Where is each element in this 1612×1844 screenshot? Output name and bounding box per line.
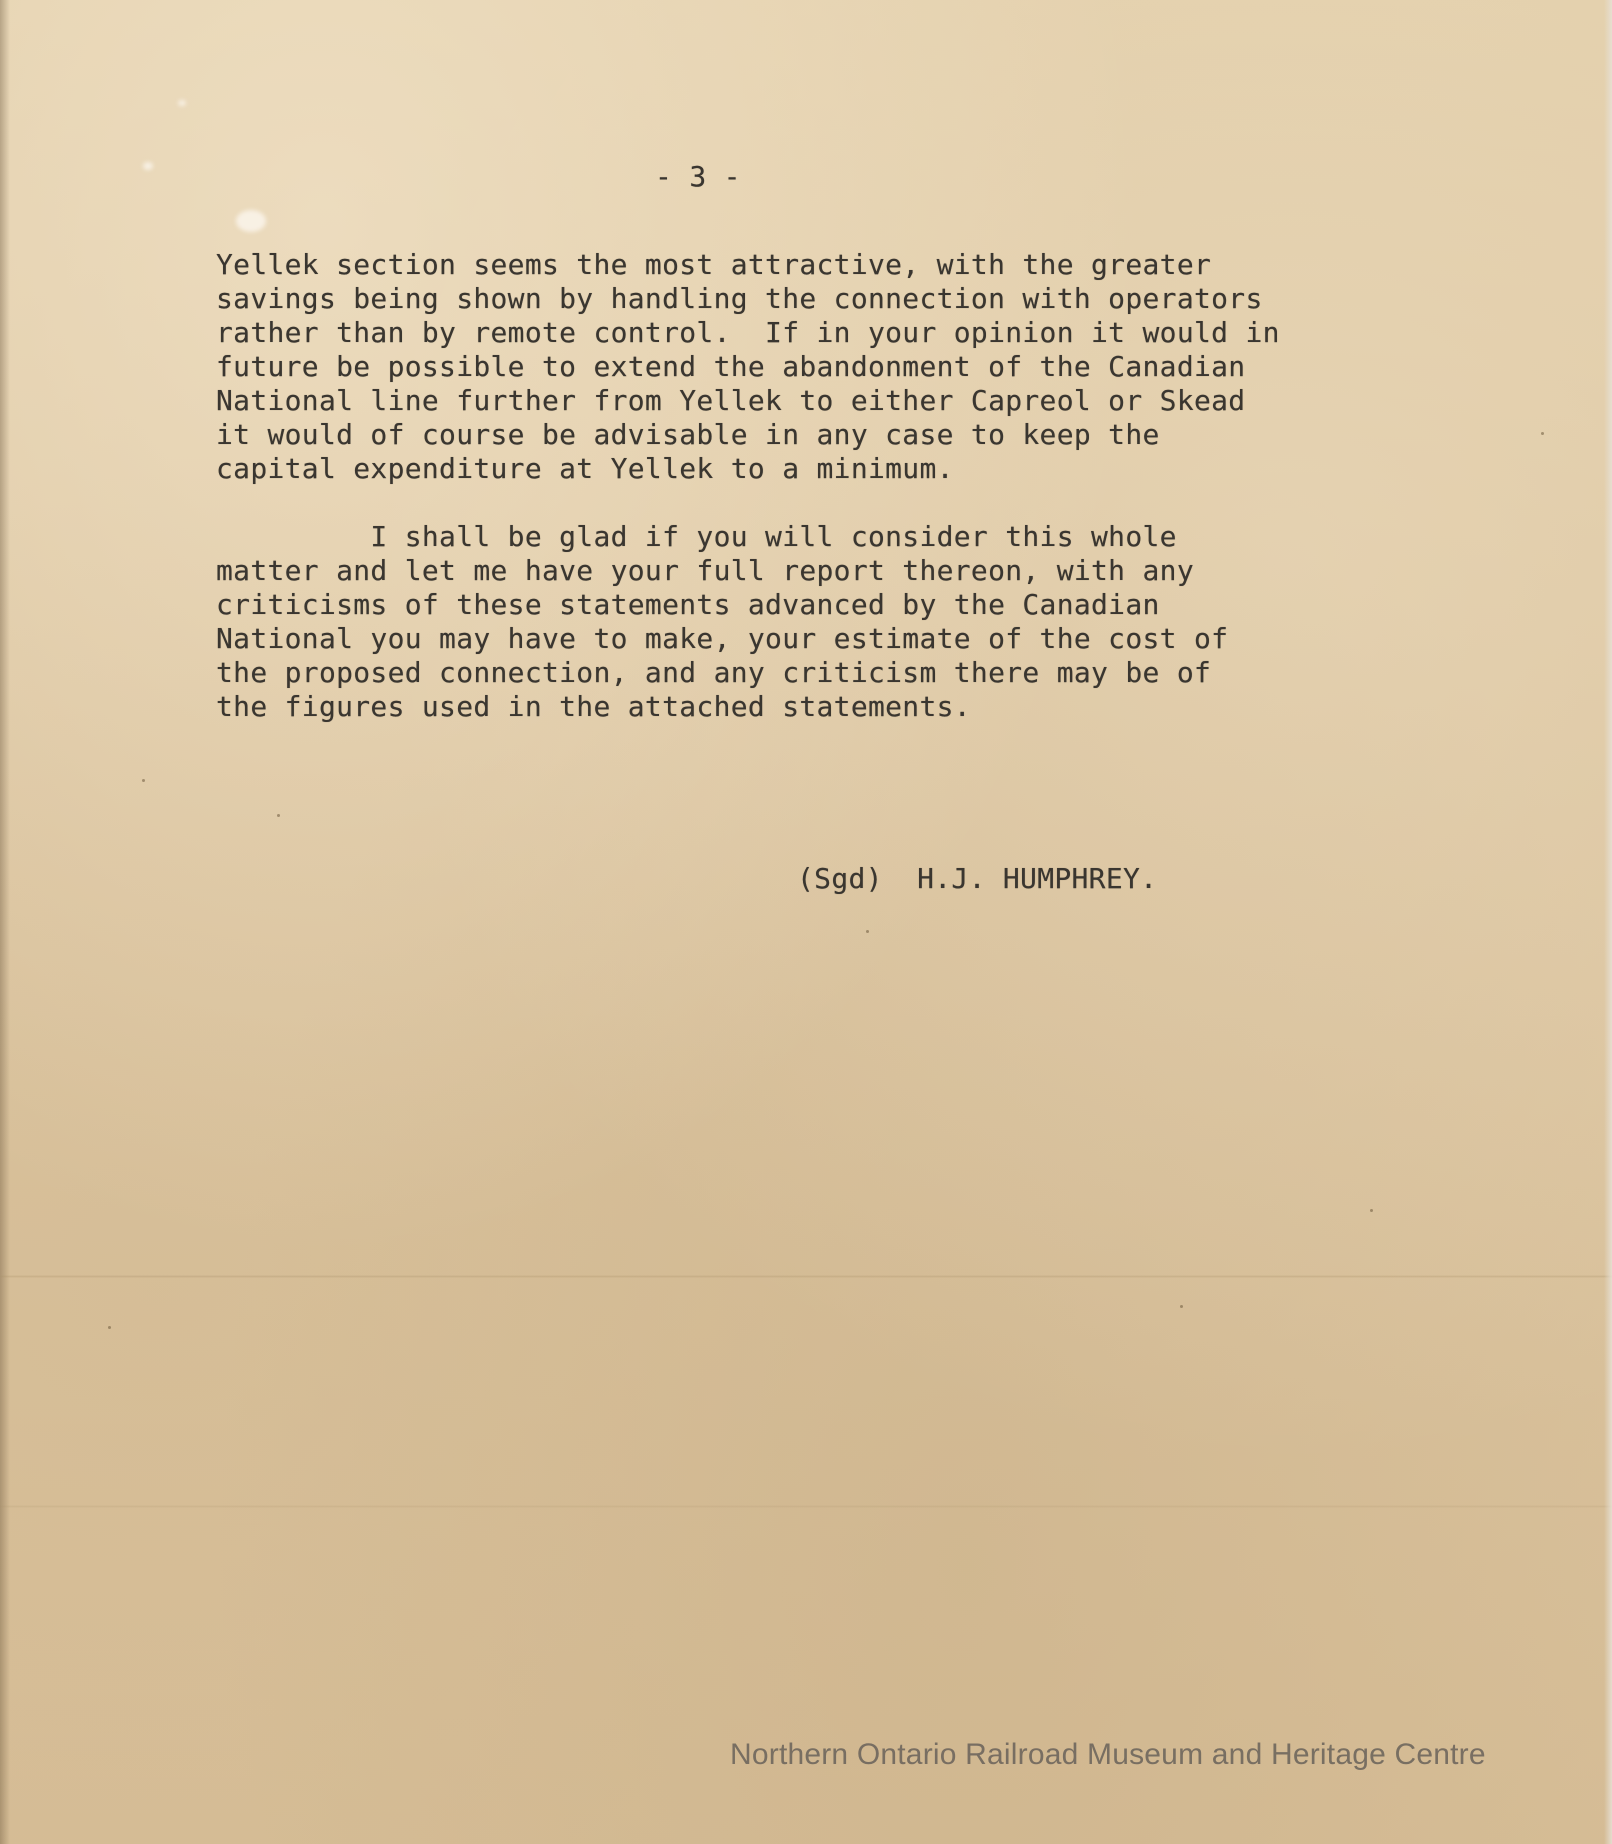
paper-speck — [108, 1326, 111, 1329]
paragraph-1-line: Yellek section seems the most attractive, with the greater — [216, 248, 1212, 281]
paragraph-1-line: rather than by remote control. If in your opinion it would in — [216, 316, 1280, 349]
paper-speck — [1370, 1209, 1373, 1212]
paper-fold-crease — [0, 1275, 1612, 1278]
paper-wear-mark — [143, 162, 153, 170]
paragraph-2-line: the figures used in the attached statements. — [216, 690, 971, 723]
museum-watermark: Northern Ontario Railroad Museum and Heritage Centre — [730, 1738, 1486, 1771]
paper-speck — [866, 930, 869, 933]
paragraph-1-line: it would of course be advisable in any case to keep the — [216, 418, 1160, 451]
paragraph-1-line: future be possible to extend the abandonment of the Canadian — [216, 350, 1246, 383]
paper-fold-crease — [0, 1505, 1612, 1508]
page-number: - 3 - — [655, 160, 741, 193]
paper-wear-mark — [236, 210, 266, 232]
paragraph-1-line: capital expenditure at Yellek to a minimum. — [216, 452, 954, 485]
paper-speck — [1180, 1305, 1183, 1308]
paper-speck — [277, 814, 280, 817]
paragraph-2-line: the proposed connection, and any criticism there may be of — [216, 656, 1212, 689]
paragraph-1-line: National line further from Yellek to either Capreol or Skead — [216, 384, 1246, 417]
paragraph-2-line: National you may have to make, your estimate of the cost of — [216, 622, 1229, 655]
paragraph-1-line: savings being shown by handling the connection with operators — [216, 282, 1263, 315]
paper-speck — [142, 779, 145, 782]
paper-wear-mark — [178, 100, 186, 106]
paragraph-2-line: criticisms of these statements advanced by the Canadian — [216, 588, 1160, 621]
paragraph-2-line: matter and let me have your full report thereon, with any — [216, 554, 1194, 587]
paragraph-2-line: I shall be glad if you will consider this whole — [216, 520, 1177, 553]
paper-speck — [1541, 432, 1544, 435]
signature-line: (Sgd) H.J. HUMPHREY. — [797, 862, 1158, 895]
